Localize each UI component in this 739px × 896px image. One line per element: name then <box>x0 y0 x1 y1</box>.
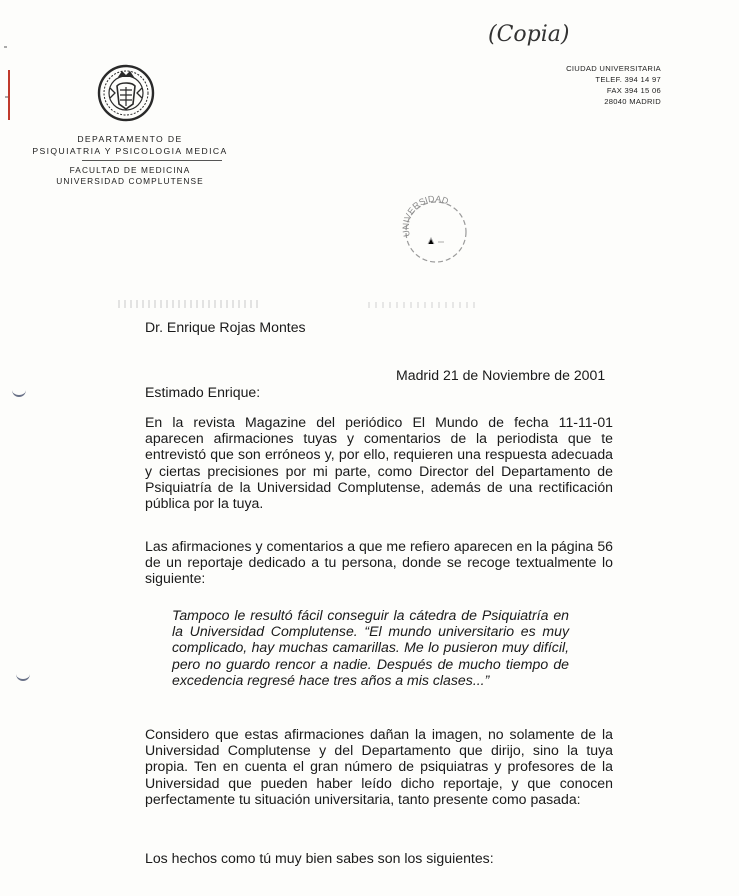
paragraph-2: Las afirmaciones y comentarios a que me refiero aparecen en la página 56 de un reportaje dedicado a tu persona, donde se recoge textualmente lo siguiente: <box>145 538 613 587</box>
punch-hole-mark <box>12 388 26 397</box>
margin-mark <box>4 46 7 48</box>
margin-mark <box>5 96 8 98</box>
contact-location: CIUDAD UNIVERSITARIA <box>566 64 661 73</box>
punch-hole-mark <box>16 672 30 681</box>
university-seal <box>96 60 156 124</box>
faculty-block <box>20 165 240 187</box>
registry-stamp-icon <box>398 192 474 268</box>
registry-stamp <box>398 192 474 268</box>
contact-phone: TELEF. 394 14 97 <box>595 75 661 84</box>
greeting: Estimado Enrique: <box>145 384 261 400</box>
department-line-2: PSIQUIATRIA Y PSICOLOGIA MEDICA <box>32 146 228 156</box>
letter-date: Madrid 21 de Noviembre de 2001 <box>396 367 606 383</box>
stamp-text: UNIVERSIDAD <box>400 193 450 238</box>
university-seal-icon <box>96 60 156 124</box>
recipient-name: Dr. Enrique Rojas Montes <box>145 319 306 335</box>
university-name: UNIVERSIDAD COMPLUTENSE <box>56 176 204 186</box>
paragraph-4: Los hechos como tú muy bien sabes son los siguientes: <box>145 850 494 866</box>
svg-text:UNIVERSIDAD <box>401 194 451 238</box>
contact-block <box>461 63 661 107</box>
letterhead-divider <box>82 160 222 161</box>
press-quote: Tampoco le resultó fácil conseguir la cátedra de Psiquiatría en la Universidad Complutense. “El mundo universitario es muy complicado, hay muchas camarillas. Me lo pusieron muy difícil, pero no guardo rencor a nadie. Después de mucho tiempo de excedencia regresé hace tres años a mis clases...” <box>172 607 569 688</box>
scan-noise <box>368 302 478 308</box>
paragraph-3: Considero que estas afirmaciones dañan la imagen, no solamente de la Universidad Complutense y del Departamento que dirijo, sino la tuya propia. Ten en cuenta el gran número de psiquiatras y profesores de la Universidad que pueden haber leído dicho reportaje, y que conocen perfectamente tu situación universitaria, tanto presente como pasada: <box>145 726 613 807</box>
handwritten-copy-note: (Copia) <box>488 22 570 47</box>
department-name <box>20 133 240 157</box>
contact-fax: FAX 394 15 06 <box>606 86 661 95</box>
paragraph-1: En la revista Magazine del periódico El Mundo de fecha 11-11-01 aparecen afirmaciones tuyas y comentarios de la periodista que te entrevistó que son erróneos y, por ello, requieren una respuesta adecuada y ciertas precisiones por mi parte, como Director del Departamento de Psiquiatría de la Universidad Complutense, además de una rectificación pública por la tuya. <box>145 414 613 512</box>
faculty-name: FACULTAD DE MEDICINA <box>69 165 191 175</box>
scan-noise <box>118 300 258 308</box>
margin-mark <box>8 70 10 120</box>
department-line-1: DEPARTAMENTO DE <box>77 134 183 144</box>
contact-postal: 28040 MADRID <box>604 97 661 106</box>
